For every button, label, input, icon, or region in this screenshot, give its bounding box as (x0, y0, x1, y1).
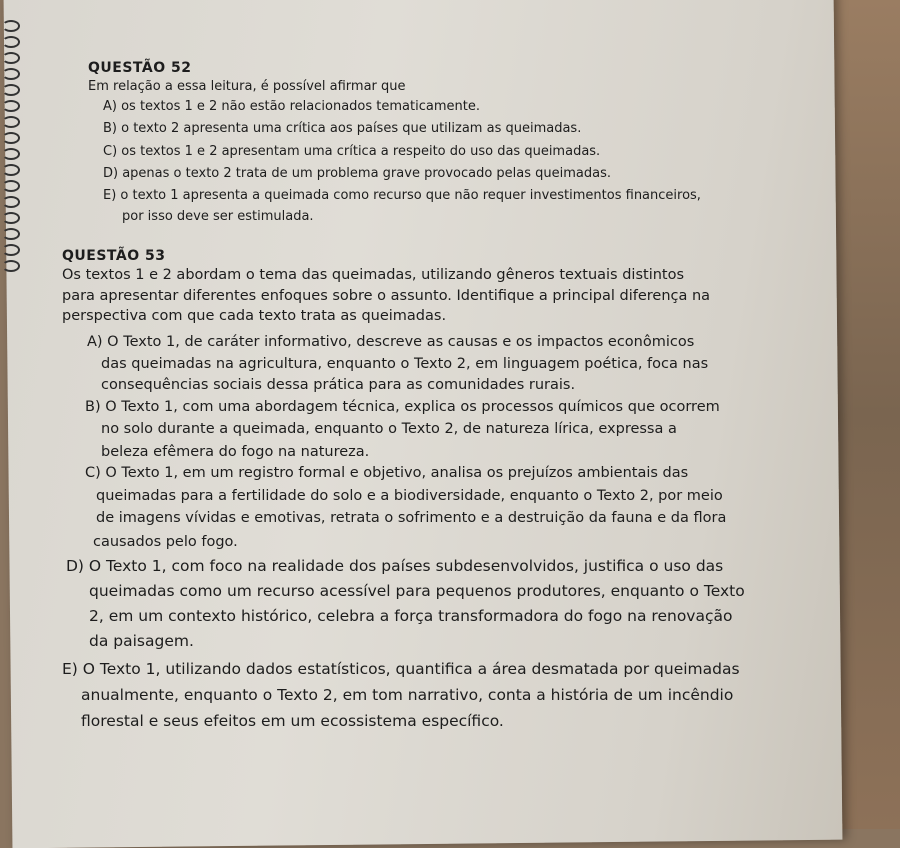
question-53-option-b-line-1: B) O Texto 1, com uma abordagem técnica, explica os processos químicos que ocorrem (85, 399, 720, 415)
question-53-option-c-line-4: causados pelo fogo. (93, 534, 238, 550)
question-53-option-c-line-3: de imagens vívidas e emotivas, retrata o sofrimento e a destruição da fauna e da flora (96, 510, 727, 526)
question-53-option-b-line-3: beleza efêmera do fogo na natureza. (101, 444, 370, 460)
question-52-heading: QUESTÃO 52 (88, 60, 192, 76)
question-53-option-c-line-2: queimadas para a fertilidade do solo e a biodiversidade, enquanto o Texto 2, por meio (96, 488, 723, 504)
question-53-option-a-line-1: A) O Texto 1, de caráter informativo, descreve as causas e os impactos econômicos (87, 334, 695, 350)
question-53-option-e-line-2: anualmente, enquanto o Texto 2, em tom narrativo, conta a história de um incêndio (81, 686, 734, 704)
question-53-option-a-line-2: das queimadas na agricultura, enquanto o Texto 2, em linguagem poética, foca nas (101, 356, 709, 372)
question-52-option-a: A) os textos 1 e 2 não estão relacionados tematicamente. (103, 99, 480, 114)
question-53-option-d-line-4: da paisagem. (89, 632, 194, 650)
question-53-option-d-line-3: 2, em um contexto histórico, celebra a força transformadora do fogo na renovação (89, 607, 733, 625)
question-53-option-c-line-1: C) O Texto 1, em um registro formal e objetivo, analisa os prejuízos ambientais das (85, 465, 689, 481)
question-53-option-d-line-2: queimadas como um recurso acessível para pequenos produtores, enquanto o Texto (89, 582, 745, 600)
question-53-option-b-line-2: no solo durante a queimada, enquanto o Texto 2, de natureza lírica, expressa a (101, 421, 677, 437)
question-53-option-e-line-1: E) O Texto 1, utilizando dados estatísticos, quantifica a área desmatada por queimadas (62, 660, 740, 678)
question-53-option-a-line-3: consequências sociais dessa prática para as comunidades rurais. (101, 377, 576, 393)
question-52-option-e-line-2: por isso deve ser estimulada. (122, 209, 314, 224)
question-53-prompt-line-3: perspectiva com que cada texto trata as queimadas. (62, 308, 447, 324)
question-53-option-e-line-3: florestal e seus efeitos em um ecossistema específico. (81, 712, 504, 730)
question-53-prompt-line-1: Os textos 1 e 2 abordam o tema das queimadas, utilizando gêneros textuais distintos (62, 267, 685, 283)
question-52-option-b: B) o texto 2 apresenta uma crítica aos países que utilizam as queimadas. (103, 121, 582, 136)
question-52-option-d: D) apenas o texto 2 trata de um problema grave provocado pelas queimadas. (103, 166, 612, 181)
question-53-option-d-line-1: D) O Texto 1, com foco na realidade dos países subdesenvolvidos, justifica o uso das (66, 557, 724, 575)
question-52-prompt: Em relação a essa leitura, é possível afirmar que (88, 79, 406, 94)
question-53-heading: QUESTÃO 53 (62, 248, 166, 264)
question-53-prompt-line-2: para apresentar diferentes enfoques sobre o assunto. Identifique a principal diferença na (62, 288, 711, 304)
question-52-option-e-line-1: E) o texto 1 apresenta a queimada como recurso que não requer investimentos financeiros, (103, 188, 701, 203)
question-52-option-c: C) os textos 1 e 2 apresentam uma crítica a respeito do uso das queimadas. (103, 144, 601, 159)
